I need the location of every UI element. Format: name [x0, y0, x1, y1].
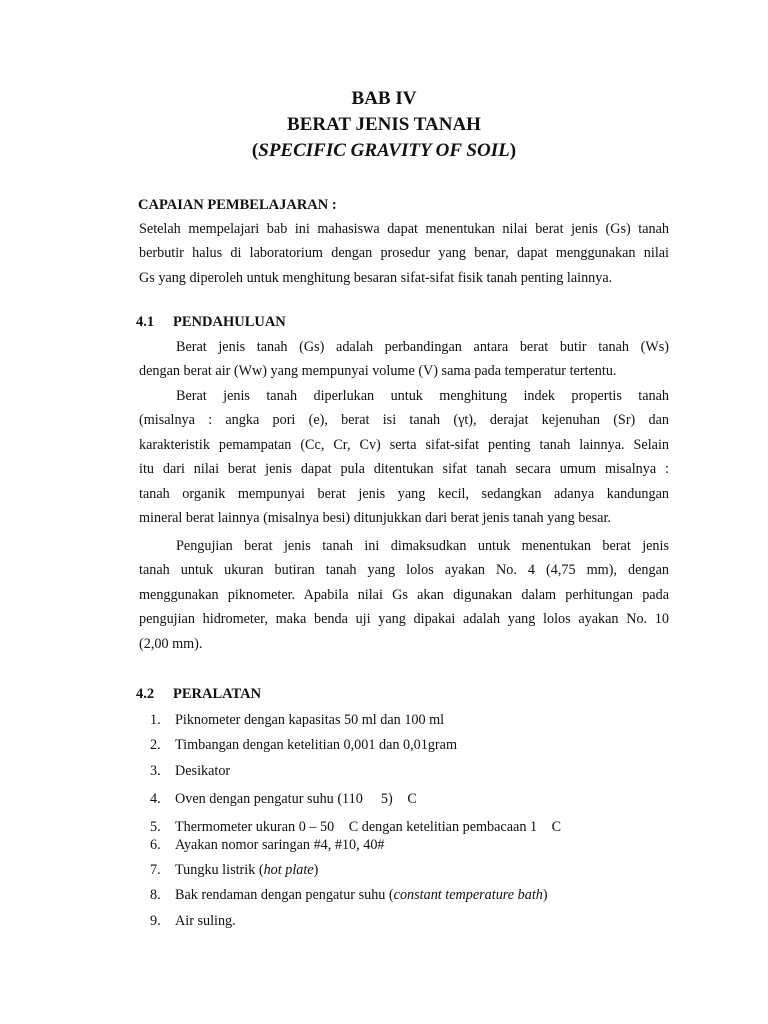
- section-4-1-heading: [136, 314, 286, 331]
- paragraph-line: tanah untuk ukuran butiran tanah yang lolos ayakan No. 4 (4,75 mm), dengan: [139, 562, 669, 579]
- section-4-1-paragraph-1: [139, 335, 669, 384]
- paragraph-line: (misalnya : angka pori (e), berat isi tanah (γt), derajat kejenuhan (Sr) dan: [139, 412, 669, 429]
- list-item: 5. Thermometer ukuran 0 – 50  C dengan ketelitian pembacaan 1  C: [150, 819, 562, 835]
- paragraph-line: berbutir halus di laboratorium dengan prosedur yang benar, dapat menggunakan nilai: [139, 245, 669, 262]
- section-4-1-paragraph-2: [139, 384, 669, 530]
- chapter-subtitle: (SPECIFIC GRAVITY OF SOIL): [251, 140, 517, 161]
- list-item: 9. Air suling.: [150, 913, 236, 929]
- paragraph-line: dengan berat air (Ww) yang mempunyai volume (V) sama pada temperatur tertentu.: [139, 363, 617, 380]
- list-item: 7. Tungku listrik (hot plate): [150, 862, 319, 878]
- list-item: 6. Ayakan nomor saringan #4, #10, 40#: [150, 837, 385, 853]
- learning-outcome-heading: CAPAIAN PEMBELAJARAN :: [138, 197, 337, 213]
- paragraph-line: Gs yang diperoleh untuk menghitung besaran sifat-sifat fisik tanah penting lainnya.: [139, 269, 613, 286]
- list-item: 1. Piknometer dengan kapasitas 50 ml dan 100 ml: [150, 712, 445, 728]
- list-item: 2. Timbangan dengan ketelitian 0,001 dan 0,01gram: [150, 737, 457, 753]
- list-item: 8. Bak rendaman dengan pengatur suhu (constant temperature bath): [150, 887, 548, 903]
- list-item: 3. Desikator: [150, 763, 231, 779]
- list-item: 4. Oven dengan pengatur suhu (110   5)  C: [150, 791, 417, 807]
- section-number: 4.1: [136, 314, 155, 330]
- chapter-number: BAB IV: [351, 88, 417, 109]
- paragraph-line: pengujian hidrometer, maka benda uji yang dipakai adalah yang lolos ayakan No. 10: [139, 611, 669, 628]
- paragraph-line: (2,00 mm).: [139, 635, 203, 652]
- chapter-title: [0, 86, 768, 164]
- paragraph-line: karakteristik pemampatan (Cc, Cr, Cv) serta sifat-sifat penting tanah lainnya. Selain: [139, 436, 669, 453]
- paragraph-line: menggunakan piknometer. Apabila nilai Gs akan digunakan dalam perhitungan pada: [139, 586, 669, 603]
- chapter-name: BERAT JENIS TANAH: [287, 114, 481, 135]
- paragraph-line: mineral berat lainnya (misalnya besi) ditunjukkan dari berat jenis tanah yang besar.: [139, 510, 611, 527]
- learning-outcome-paragraph: [139, 217, 669, 290]
- section-number: 4.2: [136, 686, 155, 702]
- paragraph-line: Setelah mempelajari bab ini mahasiswa dapat menentukan nilai berat jenis (Gs) tanah: [139, 221, 669, 237]
- paragraph-line: itu dari nilai berat jenis dapat pula ditentukan sifat tanah secara umum misalnya :: [139, 461, 669, 478]
- section-title: PENDAHULUAN: [173, 314, 286, 330]
- paragraph-line: Berat jenis tanah diperlukan untuk menghitung indek propertis tanah: [176, 388, 669, 404]
- paragraph-line: Pengujian berat jenis tanah ini dimaksudkan untuk menentukan berat jenis: [176, 538, 669, 554]
- paragraph-line: Berat jenis tanah (Gs) adalah perbandingan antara berat butir tanah (Ws): [176, 339, 669, 355]
- section-4-2-heading: [136, 686, 261, 703]
- section-title: PERALATAN: [173, 686, 262, 702]
- section-4-1-paragraph-3: [139, 534, 669, 656]
- paragraph-line: tanah organik mempunyai berat jenis yang kecil, sedangkan adanya kandungan: [139, 485, 669, 502]
